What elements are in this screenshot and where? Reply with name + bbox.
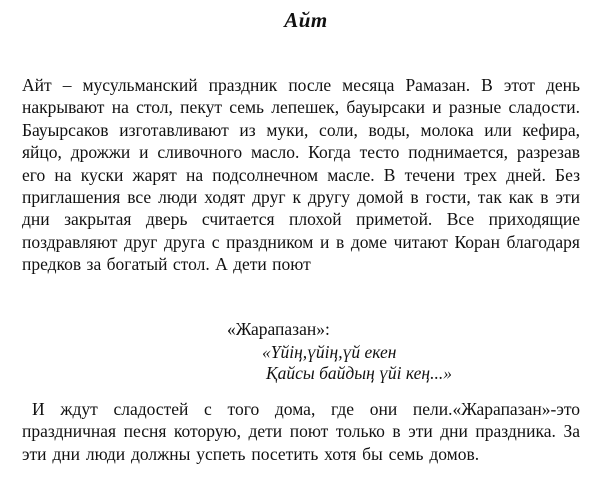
song-name: «Жарапазан»: (227, 319, 330, 339)
song-verse-line-1: «Үйің,үйің,үй екен (262, 342, 397, 362)
closing-paragraph: И ждут сладостей с того дома, где они пели.«Жарапазан»-это праздничная песня которую, дети поют только в эти дни праздника. За эти дни люди должны успеть посетить хотя бы семь домов. (22, 399, 580, 464)
song-verse-line-2: Қайсы байдың үйі кең...» (266, 363, 452, 383)
intro-paragraph: Айт – мусульманский праздник после месяца Рамазан. В этот день накрывают на стол, пекут семь лепешек, бауырсаки и разные сладости. Бауырсаков изготавливают из муки, соли, воды, молока или кефира, яйцо, дрожжи и сливочного масло. Когда тесто поднимается, разрезав его на куски жарят на подсолнечном масле. В течени трех дней. Без приглашения все люди ходят друг к другу домой в гости, так как в эти дни закрытая дверь считается плохой приметой. Все приходящие поздравляют друг друга с праздником и в доме читают Коран благодаря предков за богатый стол. А дети поют (22, 75, 580, 275)
document-title: Айт (284, 8, 328, 32)
